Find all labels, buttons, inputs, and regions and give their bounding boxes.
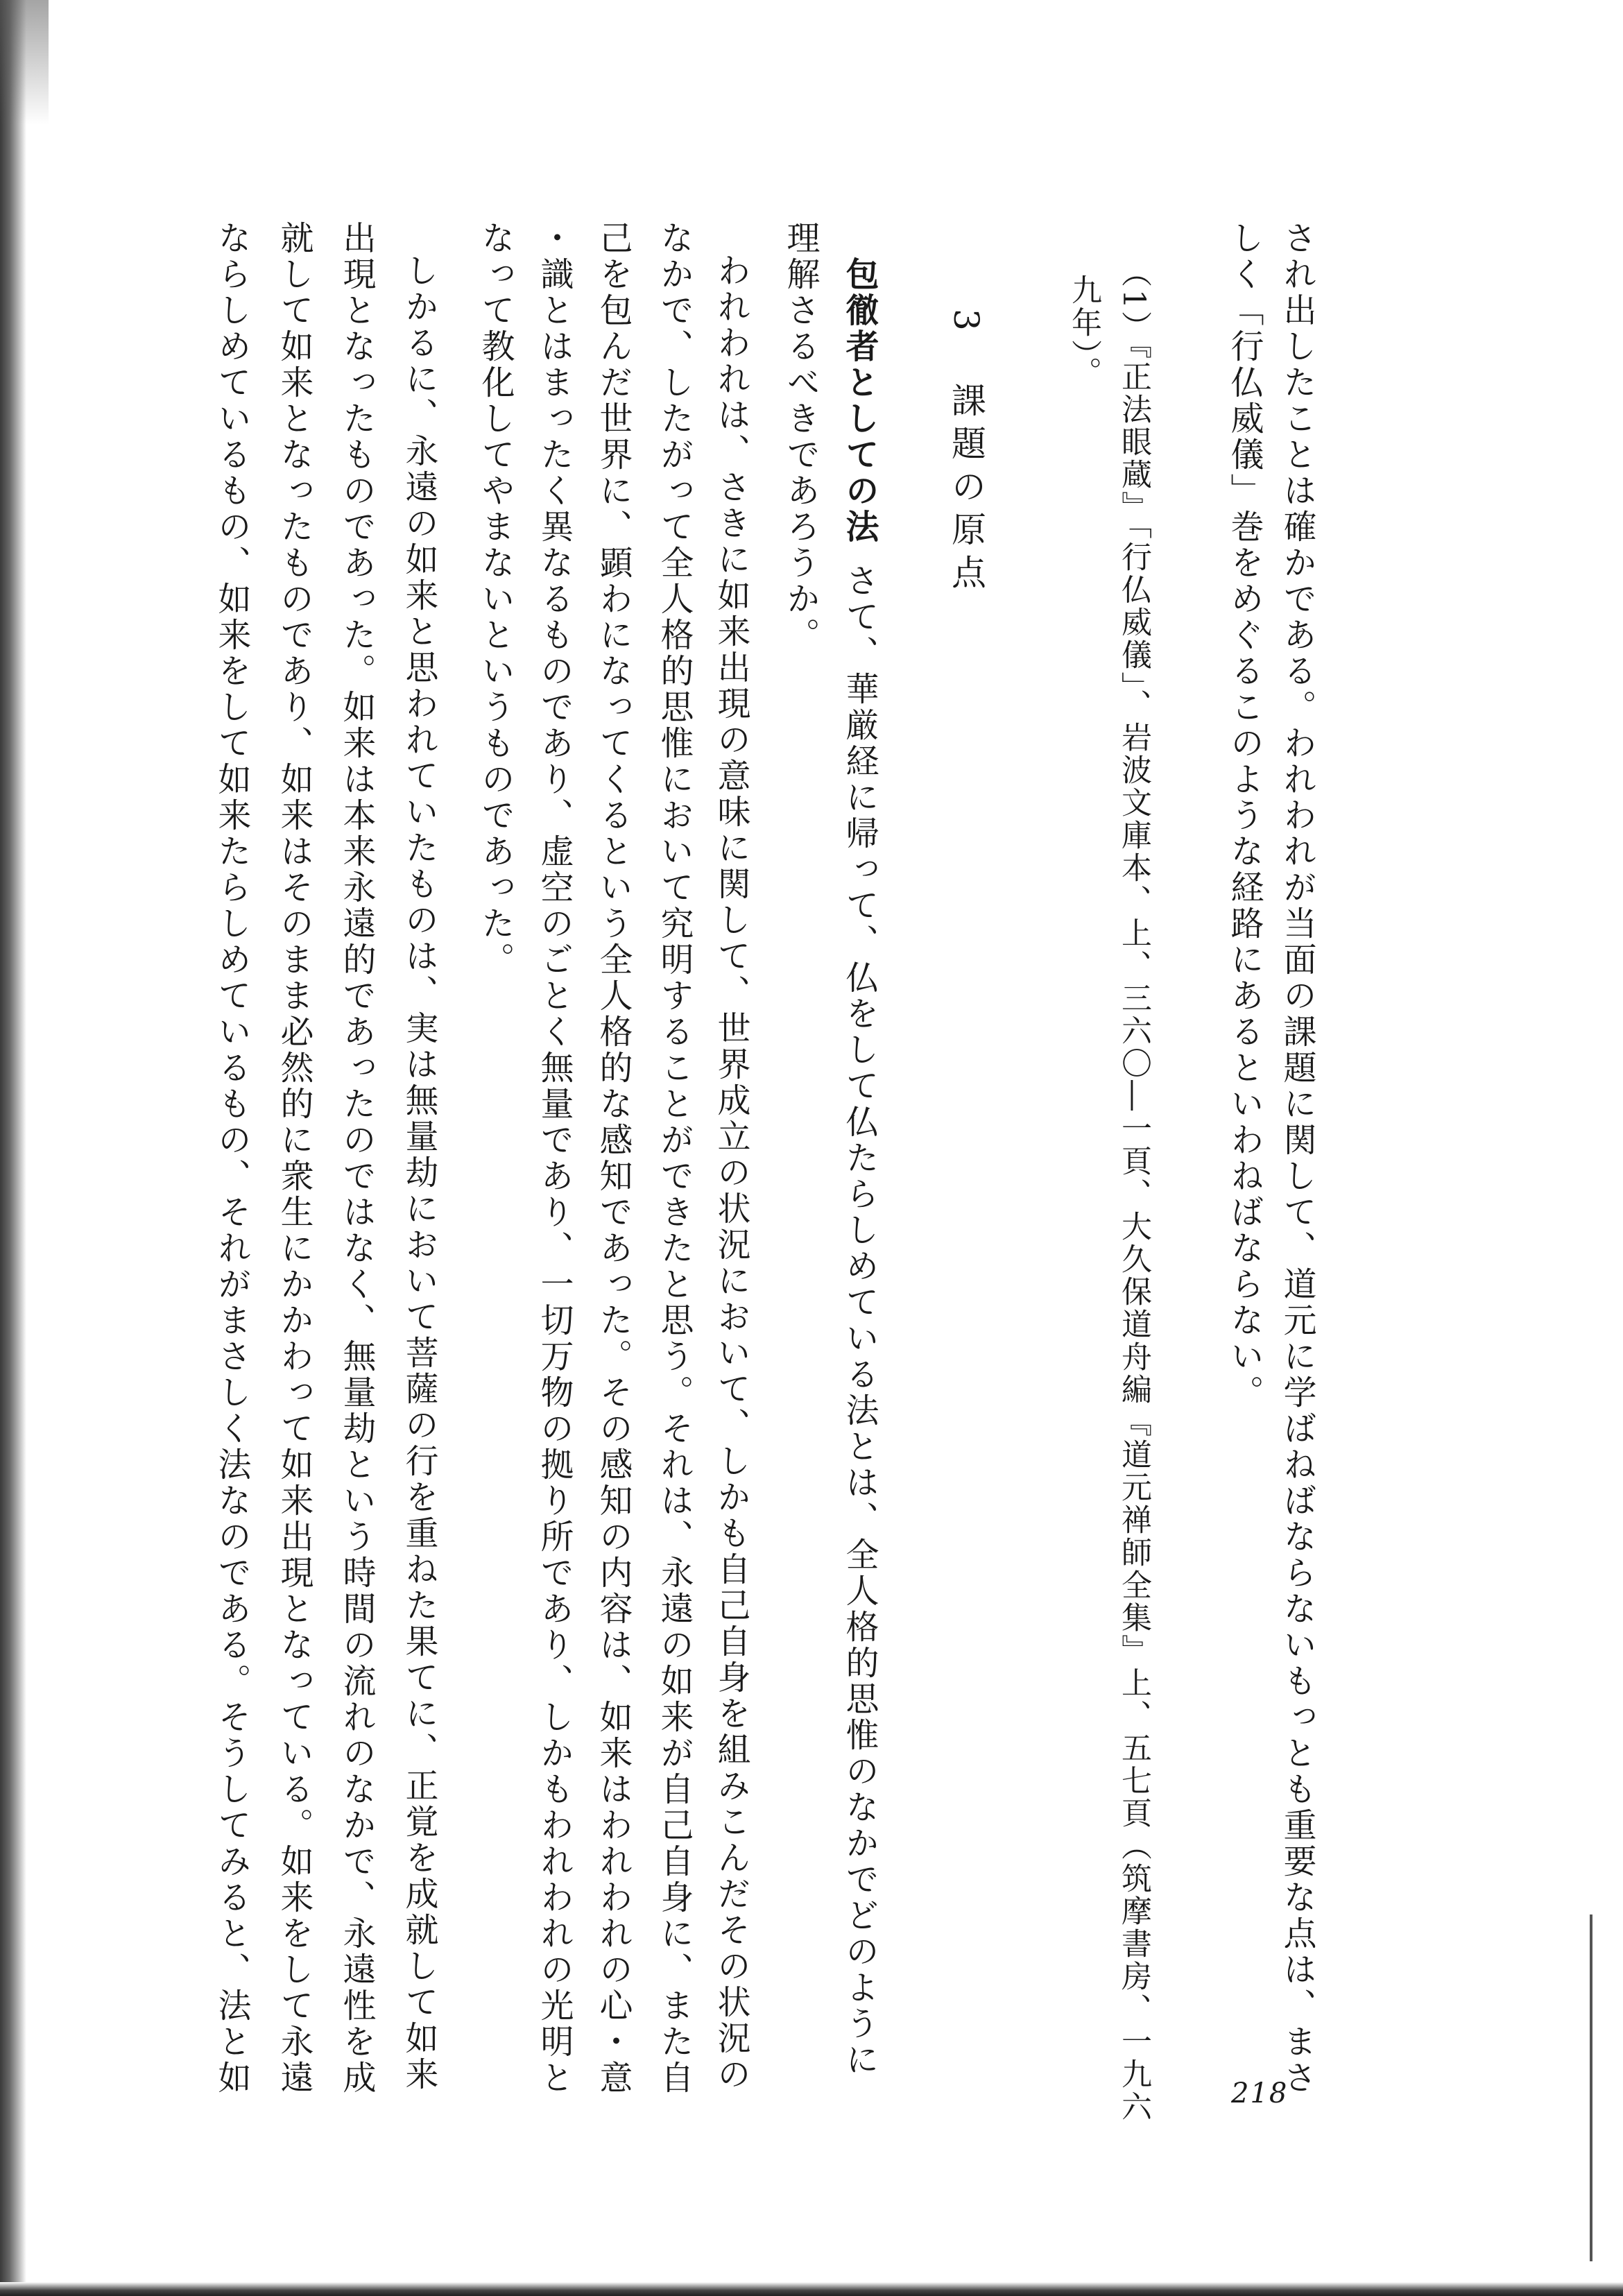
scan-shadow-corner xyxy=(0,0,49,125)
text-column-9: なかで、したがって全人格的思惟において究明することができたと思う。それは、永遠の如来が自己自身に、また自 xyxy=(655,221,694,2096)
subheading-bold: 包徹者としての法 xyxy=(840,257,879,545)
subheading-column xyxy=(840,257,879,2078)
page-number: 218 xyxy=(1231,2077,1289,2109)
text-column-15: 就して如来となったものであり、如来はそのまま必然的に衆生にかかわって如来出現となっている。如来をして永遠 xyxy=(275,221,314,2096)
scan-edge-right xyxy=(1590,1914,1592,2261)
subheading-text: さて、華厳経に帰って、仏をして仏たらしめている法とは、全人格的思惟のなかでどのように xyxy=(840,563,879,2078)
scan-shadow-bottom xyxy=(0,2282,1623,2296)
text-column-14: 出現となったものであった。如来は本来永遠的であったのではなく、無量劫という時間の流れのなかで、永遠性を成 xyxy=(337,221,376,2096)
section-heading: 3 課題の原点 xyxy=(946,309,986,597)
text-column-10: 己を包んだ世界に、顕わになってくるという全人格的な感知であった。その感知の内容は、如来はわれわれの心・意 xyxy=(594,221,633,2096)
text-column-11: ・識とはまったく異なるものであり、虚空のごとく無量であり、一切万物の拠り所であり、しかもわれわれの光明と xyxy=(535,221,574,2096)
text-column-13: しかるに、永遠の如来と思われていたものは、実は無量劫において菩薩の行を重ねた果てに、正覚を成就して如来 xyxy=(400,253,438,2093)
text-column-7: 理解さるべきであろうか。 xyxy=(781,221,820,653)
text-column-2: しく「行仏威儀」巻をめぐるこのような経路にあるといわねばならない。 xyxy=(1225,221,1264,1411)
text-column-1: され出したことは確かである。われわれが当面の課題に関して、道元に学ばねばならないもっとも重要な点は、まさ xyxy=(1278,221,1316,2096)
text-column-12: なって教化してやまないというものであった。 xyxy=(476,221,515,978)
text-column-16: ならしめているもの、如来をして如来たらしめているもの、それがまさしく法なのである。そうしてみると、法と如 xyxy=(212,221,251,2096)
footnote-line-2: 九年）。 xyxy=(1066,274,1101,389)
scan-shadow-left xyxy=(0,0,26,2296)
footnote-line-1: （1）『正法眼蔵』「行仏威儀」、岩波文庫本、上、三六〇―一頁、大久保道舟編『道元禅師全集』上、五七頁（筑摩書房、一九六 xyxy=(1116,257,1151,2123)
text-column-8: われわれは、さきに如来出現の意味に関して、世界成立の状況において、しかも自己自身を組みこんだその状況の xyxy=(712,253,750,2093)
